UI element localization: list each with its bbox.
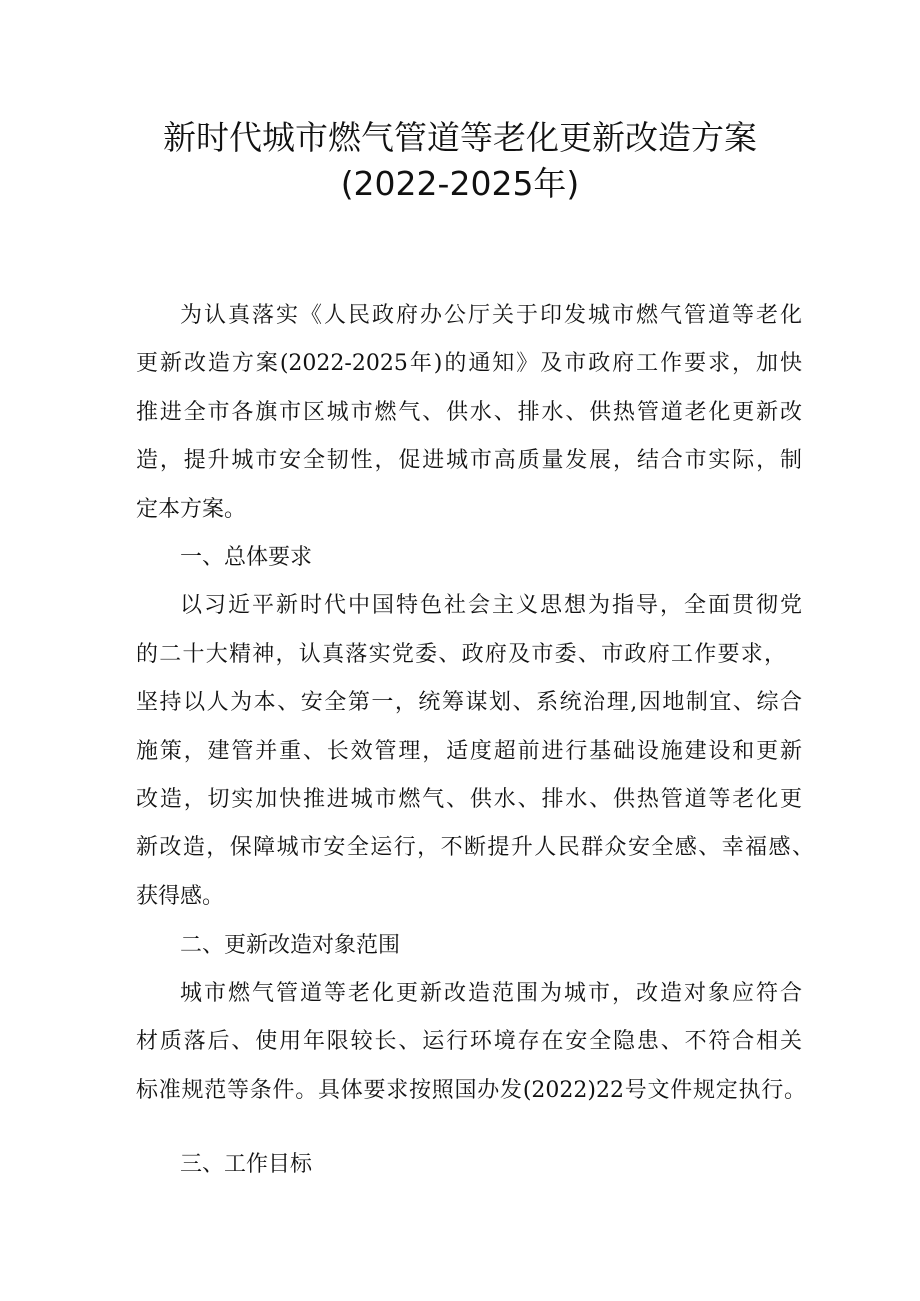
text-line: 标准规范等条件。具体要求按照国办发(2022)22号文件规定执行。: [136, 1078, 806, 1103]
document-title: 新时代城市燃气管道等老化更新改造方案: [163, 118, 757, 157]
text-line: 更新改造方案(2022-2025年)的通知》及市政府工作要求，加快: [136, 351, 802, 376]
text-line: 获得感。: [136, 884, 225, 909]
text-line: 的二十大精神，认真落实党委、政府及市委、市政府工作要求，: [136, 642, 786, 667]
text-line: 新改造，保障城市安全运行，不断提升人民群众安全感、幸福感、: [136, 835, 814, 860]
text-line: 坚持以人为本、安全第一，统筹谋划、系统治理,因地制宜、综合: [136, 690, 802, 715]
text-line: 以习近平新时代中国特色社会主义思想为指导，全面贯彻党: [180, 593, 802, 618]
text-line: 材质落后、使用年限较长、运行环境存在安全隐患、不符合相关: [136, 1029, 802, 1054]
document-subtitle-years: (2022-2025年): [340, 164, 580, 203]
text-line: 改造，切实加快推进城市燃气、供水、排水、供热管道等老化更: [136, 787, 802, 812]
text-line: 为认真落实《人民政府办公厅关于印发城市燃气管道等老化: [180, 303, 802, 328]
text-line: 推进全市各旗市区城市燃气、供水、排水、供热管道老化更新改: [136, 400, 802, 425]
text-line: 定本方案。: [136, 497, 247, 522]
text-line: 城市燃气管道等老化更新改造范围为城市，改造对象应符合: [180, 981, 802, 1006]
text-line: 施策，建管并重、长效管理，适度超前进行基础设施建设和更新: [136, 739, 802, 764]
text-line: 造，提升城市安全韧性，促进城市高质量发展，结合市实际，制: [136, 448, 802, 473]
section-heading-3: 三、工作目标: [180, 1152, 313, 1177]
section-heading-2: 二、更新改造对象范围: [180, 933, 401, 958]
section-heading-1: 一、总体要求: [180, 545, 313, 570]
